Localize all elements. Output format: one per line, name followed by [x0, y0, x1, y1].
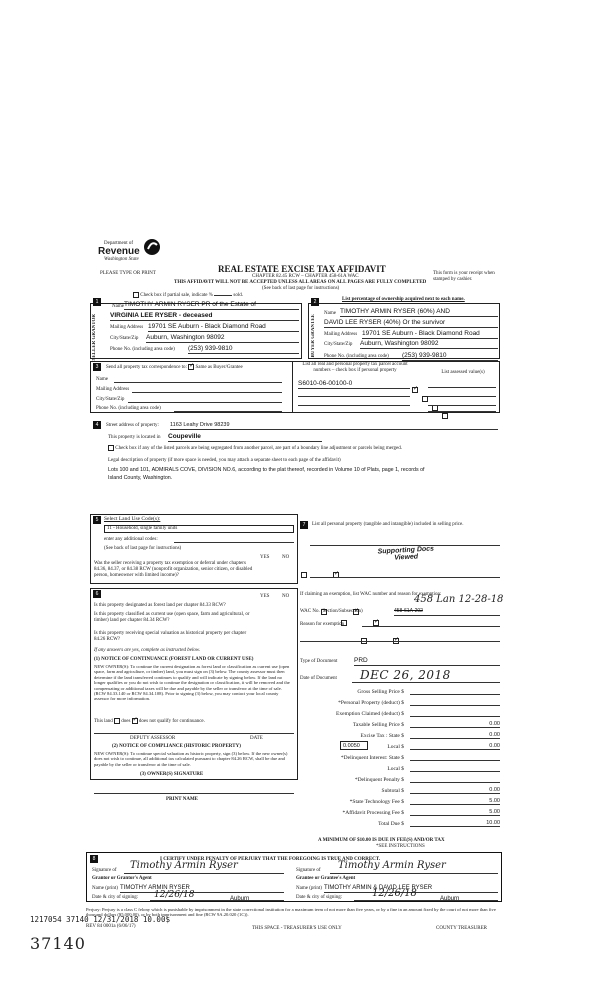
fee-row	[310, 753, 500, 763]
located-city[interactable]: Coupeville	[168, 433, 322, 442]
fee-row	[310, 808, 500, 818]
doc-date: DEC 26, 2018	[360, 668, 451, 682]
form-title: REAL ESTATE EXCISE TAX AFFIDAVIT	[218, 264, 386, 274]
this-land-label: This land	[94, 719, 113, 725]
parcel-divider	[292, 361, 293, 413]
grantee-signature: Timothy Armin Ryser	[338, 860, 446, 871]
buyer-city-label: City/State/Zip	[324, 342, 353, 347]
treasurer-use: THIS SPACE - TREASURER'S USE ONLY	[252, 926, 342, 931]
fee-row	[310, 698, 500, 708]
chapter-line: CHAPTER 82.45 RCW – CHAPTER 458-61A WAC	[252, 274, 359, 279]
reason-field-2[interactable]	[300, 636, 500, 642]
corr-mailing-label: Mailing Address	[96, 387, 130, 392]
section-4-number: 4	[93, 421, 101, 429]
doc-date-label: Date of Document	[300, 676, 337, 681]
buyer-name-2[interactable]: DAVID LEE RYSER (40%) Or the survivor	[324, 319, 498, 328]
fee-row-value[interactable]	[410, 765, 500, 772]
grantee-date-label: Date & city of signing:	[296, 895, 343, 900]
personal-property-label: List all personal property (tangible and intangible) included in selling price.	[312, 522, 464, 527]
dor-logo	[98, 237, 170, 263]
same-as-buyer-label: Same as Buyer/Grantee	[195, 365, 243, 371]
same-as-buyer-checkbox[interactable]	[188, 364, 194, 370]
personal-property-field-1[interactable]	[310, 540, 500, 546]
corr-city-label: City/State/Zip	[96, 397, 125, 402]
see-back-header: (See back of last page for instructions)	[262, 286, 340, 291]
fee-row	[310, 797, 500, 807]
buyer-city[interactable]: Auburn, Washington 98092	[360, 340, 498, 349]
assessed-2[interactable]	[428, 390, 496, 397]
county-treasurer: COUNTY TREASURER	[436, 926, 487, 931]
additional-codes-field[interactable]	[174, 536, 294, 543]
fee-row-label: Gross Selling Price $	[357, 689, 404, 695]
notice-continuance-title: (1) NOTICE OF CONTINUANCE (FOREST LAND OR CURRENT USE)	[94, 657, 254, 662]
fee-row-label: *Delinquent Penalty $	[354, 777, 404, 783]
fee-row	[310, 731, 500, 741]
legal-label: Legal description of property (if more space is needed, you may attach a separate sheet to each page of the affidavit)	[108, 458, 341, 463]
seller-name-label: Name	[112, 304, 124, 309]
grantor-city: Auburn	[230, 896, 250, 902]
segregated-note	[108, 445, 498, 452]
assessed-3[interactable]	[428, 399, 496, 406]
seller-name-1[interactable]: TIMOTHY ARMIN RYSER PR of the Estate of	[124, 301, 299, 310]
warning-line: THIS AFFIDAVIT WILL NOT BE ACCEPTED UNLESS ALL AREAS ON ALL PAGES ARE FULLY COMPLETED	[174, 280, 427, 285]
fee-row-value[interactable]	[410, 710, 500, 717]
current-use-question: Is this property classified as current use (open space, farm and agricultural, or timber) land per chapter 84.34 RCW?	[94, 612, 250, 623]
forest-question: Is this property designated as forest land per chapter 84.33 RCW?	[94, 603, 226, 608]
parcel-header: List all real and personal property tax parcel account numbers – check box if personal property	[302, 362, 408, 373]
section-5-number: 5	[93, 516, 101, 524]
notice-compliance-body: NEW OWNER(S): To continue special valuation as historic property, sign (3) below. If the new owner(s) does not wish to continue, all additional tax calculated pursuant to chapter 84.26 RCW, shall be due and payable by the seller or transferor at the time of sale.	[94, 751, 288, 767]
segregated-checkbox[interactable]	[108, 445, 114, 451]
fee-row-label: Local $	[387, 766, 404, 772]
qualify-label: qualify for continuance.	[156, 719, 205, 725]
deputy-date-label: DATE	[250, 736, 263, 741]
fee-row	[310, 687, 500, 697]
fee-row	[310, 819, 500, 829]
fee-row-label: Subtotal $	[381, 788, 404, 794]
corr-mailing-field[interactable]	[132, 386, 282, 393]
parcel-1-checkbox[interactable]	[412, 387, 418, 393]
send-to-label	[106, 364, 243, 371]
grantor-date-label: Date & city of signing:	[92, 895, 139, 900]
fee-row	[310, 775, 500, 785]
section-7-number: 7	[300, 521, 308, 529]
owner-signature-label: (3) OWNER(S) SIGNATURE	[140, 772, 204, 777]
seller-city-label: City/State/Zip	[110, 336, 139, 341]
fee-row-value[interactable]: 0.00	[410, 732, 500, 739]
legal-description-1[interactable]: Lots 100 and 101, ADMIRALS COVE, DIVISION NO.6, according to the plat thereof, recorded in Volume 10 of Plats, page 1, records of	[108, 467, 425, 473]
corr-name-label: Name	[96, 377, 108, 382]
fee-row-label: Total Due $	[378, 821, 404, 827]
dept-of: Department of	[104, 241, 134, 246]
parcel-1[interactable]: S6010-06-00100-0	[298, 380, 410, 389]
buyer-side-label: BUYER GRANTEE	[311, 314, 316, 358]
seller-mailing-label: Mailing Address	[110, 325, 144, 330]
parcel-2[interactable]	[298, 390, 410, 397]
section-8-number: 8	[90, 855, 98, 863]
partial-sale	[133, 292, 243, 299]
fee-row-value[interactable]	[410, 776, 500, 783]
fee-row-label: *Delinquent Interest: State $	[340, 755, 404, 761]
land-use-see-back: (See back of last page for instructions)	[104, 546, 182, 551]
ownership-note: List percentage of ownership acquired next to each name.	[342, 297, 465, 302]
fee-row-value[interactable]: 5.00	[410, 798, 500, 805]
fee-row-value[interactable]	[410, 699, 500, 706]
perjury-statement: Perjury: Perjury is a class C felony which is punishable by imprisonment in the state correctional institution for a maximum term of not more than five years, or by a fine in an amount fixed by the court of not more than five thousand dollars ($5,000.00), or by both imprisonment and fine (RCW 9A.20.020 (1C)).	[86, 907, 496, 918]
fee-row-value[interactable]	[410, 754, 500, 761]
fee-row	[310, 742, 500, 752]
form-number: REV 84 0001a (6/06/17)	[86, 924, 136, 929]
section-3-number: 3	[93, 363, 101, 371]
notice-compliance-title: (2) NOTICE OF COMPLIANCE (HISTORIC PROPERTY)	[112, 744, 241, 749]
land-use-code[interactable]: 11 - Household, single family units	[104, 525, 294, 533]
personal-property-field-2[interactable]	[310, 572, 500, 578]
legal-description-2[interactable]: Island County, Washington.	[108, 475, 173, 481]
recording-stamp: 1217054 37140 12/31/2018 10.00$	[30, 915, 170, 924]
corr-phone-field[interactable]	[174, 405, 282, 412]
grantor-agent-label: Grantor or Grantor's Agent	[92, 876, 152, 881]
seller-phone[interactable]: (253) 939-9810	[188, 345, 299, 354]
buyer-phone[interactable]: (253) 939-9810	[402, 352, 498, 361]
buyer-name-1[interactable]: TIMOTHY ARMIN RYSER (60%) AND	[340, 308, 498, 317]
washington-state: Washington State	[104, 257, 139, 262]
corr-name-field[interactable]	[114, 376, 282, 383]
fee-row-value[interactable]: 0.00	[410, 787, 500, 794]
located-label: This property is located in	[108, 435, 161, 440]
grantee-sig-label: Signature of	[296, 868, 321, 873]
wac-handwritten: 458 Lan 12-28-18	[414, 594, 504, 605]
seller-city[interactable]: Auburn, Washington 98092	[146, 334, 299, 343]
fee-row-label: *Personal Property (deduct) $	[338, 700, 404, 706]
grantee-name[interactable]: TIMOTHY ARMIN & DAVID LEE RYSER	[324, 884, 498, 893]
fee-row	[310, 786, 500, 796]
print-name-label: PRINT NAME	[166, 797, 198, 802]
buyer-mailing[interactable]: 19701 SE Auburn - Black Diamond Road	[362, 330, 498, 339]
fee-row-value[interactable]: 0.00	[410, 721, 500, 728]
fee-row-label: *State Technology Fee $	[349, 799, 404, 805]
buyer-name-label: Name	[324, 311, 336, 316]
partial-sale-checkbox[interactable]	[133, 292, 139, 298]
section-1-number: 1	[93, 298, 101, 306]
fee-row	[310, 720, 500, 730]
grantor-name-label: Name (print)	[92, 886, 118, 891]
grantee-city: Auburn	[440, 896, 460, 902]
fee-row-label: Exemption Claimed (deduct) $	[336, 711, 404, 717]
doc-type-label: Type of Document	[300, 659, 338, 664]
corr-city-field[interactable]	[128, 396, 282, 403]
fee-row-label: *Affidavit Processing Fee $	[342, 810, 404, 816]
seller-side-label: SELLER GRANTOR	[92, 314, 97, 361]
does-not-checkbox[interactable]	[132, 718, 138, 724]
reason-field[interactable]	[362, 620, 500, 627]
grantee-name-label: Name (print)	[296, 886, 322, 891]
minimum-note: A MINIMUM OF $10.00 IS DUE IN FEE(S) AND/OR TAX	[318, 838, 445, 843]
parcel-4-checkbox[interactable]	[442, 413, 448, 419]
fee-row	[310, 709, 500, 719]
wac-label: WAC No. (Section/Subsection)	[300, 609, 363, 614]
grantor-sig-label: Signature of	[92, 868, 117, 873]
deputy-line[interactable]	[94, 728, 294, 734]
assessed-1[interactable]	[428, 381, 496, 388]
section-2-number: 2	[311, 298, 319, 306]
receipt-note: This form is your receipt when stamped by cashier.	[433, 271, 495, 282]
corr-phone-label: Phone No. (including area code)	[96, 406, 161, 411]
handwritten-number: 37140	[30, 934, 86, 953]
land-use-label: Select Land Use Code(s):	[104, 516, 161, 522]
notice-continuance-body: NEW OWNER(S): To continue the current designation as forest land or classification as current use (open space, farm and agriculture, or timber) land, you must sign on (3) below. The county assessor must then determine if the land transferred continues to qualify and will indicate by signing below. If the land no longer qualifies or you do not wish to continue the designation or classification, it will be removed and the compensating or additional taxes will be due and payable by the seller or transferor at the time of sale. (RCW 84.33.140 or RCW 84.34.108). Prior to signing (3) below, you may contact your local county assessor for more information.	[94, 664, 290, 702]
partial-sale-label: Check box if partial sale, indicate %	[140, 293, 213, 299]
fee-row	[310, 764, 500, 774]
assessed-header: List assessed value(s)	[441, 370, 485, 375]
parcel-3[interactable]	[298, 399, 410, 406]
land-use-no: NO	[282, 555, 290, 560]
forest-no: NO	[282, 594, 290, 599]
partial-pct-field[interactable]	[214, 295, 232, 296]
grantor-signature: Timothy Armin Ryser	[130, 860, 238, 871]
does-label: does	[121, 719, 131, 725]
see-instructions: *SEE INSTRUCTIONS	[376, 844, 425, 849]
segregated-text: Check box if any of the listed parcels are being segregated from another parcel, are part of a boundary line adjustment or parcels being merged.	[115, 446, 402, 452]
grantee-agent-label: Grantee or Grantee's Agent	[296, 876, 356, 881]
forest-yes: YES	[260, 594, 270, 599]
local-rate[interactable]: 0.0050	[340, 741, 368, 750]
does-checkbox[interactable]	[114, 718, 120, 724]
fee-row-label: Excise Tax : State $	[360, 733, 404, 739]
fee-row-value[interactable]: 5.00	[410, 809, 500, 816]
fee-row-label: Local $	[387, 744, 404, 750]
seller-phone-label: Phone No. (including area code)	[110, 347, 175, 352]
grantor-name[interactable]: TIMOTHY ARMIN RYSER	[120, 884, 284, 893]
revenue-word: Revenue	[98, 246, 140, 257]
historic-question: Is this property receiving special valuation as historical property per chapter 84.26 RCW?	[94, 631, 247, 642]
send-to-text: Send all property tax correspondence to:	[106, 365, 187, 371]
certify-statement: I CERTIFY UNDER PENALTY OF PERJURY THAT THE FOREGOING IS TRUE AND CORRECT.	[160, 857, 381, 862]
exempt-yes-checkbox[interactable]	[301, 572, 307, 578]
fee-row-label: Taxable Selling Price $	[352, 722, 404, 728]
grantor-date: 12/26/18	[154, 890, 195, 900]
section-6-number: 6	[93, 590, 101, 598]
fee-row-value[interactable]: 10.00	[410, 820, 500, 827]
land-use-yes: YES	[260, 555, 270, 560]
doc-type[interactable]: PRD	[354, 657, 500, 666]
assessed-4[interactable]	[428, 406, 496, 412]
does-not-label: does not	[138, 719, 156, 725]
dor-logo-icon	[142, 237, 162, 257]
exempt-question: Was the seller receiving a property tax exemption or deferral under chapters 84.36, 84.37, or 84.38 RCW (nonprofit organization, senior citizen, or disabled person, homeowner with limited income)?	[94, 561, 253, 578]
wac-number[interactable]: 458-61A-202	[394, 607, 500, 616]
seller-mailing[interactable]: 19701 SE Auburn - Black Diamond Road	[148, 323, 299, 332]
exemption-label: If claiming an exemption, list WAC number and reason for exemption:	[300, 592, 442, 597]
if-any-yes: If any answers are yes, complete as instructed below.	[94, 648, 201, 653]
street-label: Street address of property:	[106, 423, 159, 428]
fee-row-value[interactable]	[410, 688, 500, 695]
seller-name-2[interactable]: VIRGINIA LEE RYSER - deceased	[110, 312, 299, 321]
grantee-date: 12/26/18	[372, 888, 417, 899]
reason-label: Reason for exemption	[300, 622, 345, 627]
sold-label: sold.	[233, 293, 243, 299]
street-address[interactable]: 1163 Leahy Drive 98239	[170, 421, 498, 430]
print-name-line[interactable]	[94, 788, 294, 794]
buyer-phone-label: Phone No. (including area code)	[324, 354, 389, 359]
additional-codes-label: enter any additional codes:	[104, 537, 158, 542]
fee-row-value[interactable]: 0.00	[410, 743, 500, 750]
continuance-choice	[94, 718, 205, 725]
deputy-assessor-label: DEPUTY ASSESSOR	[130, 736, 176, 741]
buyer-mailing-label: Mailing Address	[324, 332, 358, 337]
supporting-docs-stamp: Supporting Docs Viewed	[377, 545, 435, 562]
please-type: PLEASE TYPE OR PRINT	[100, 271, 156, 276]
